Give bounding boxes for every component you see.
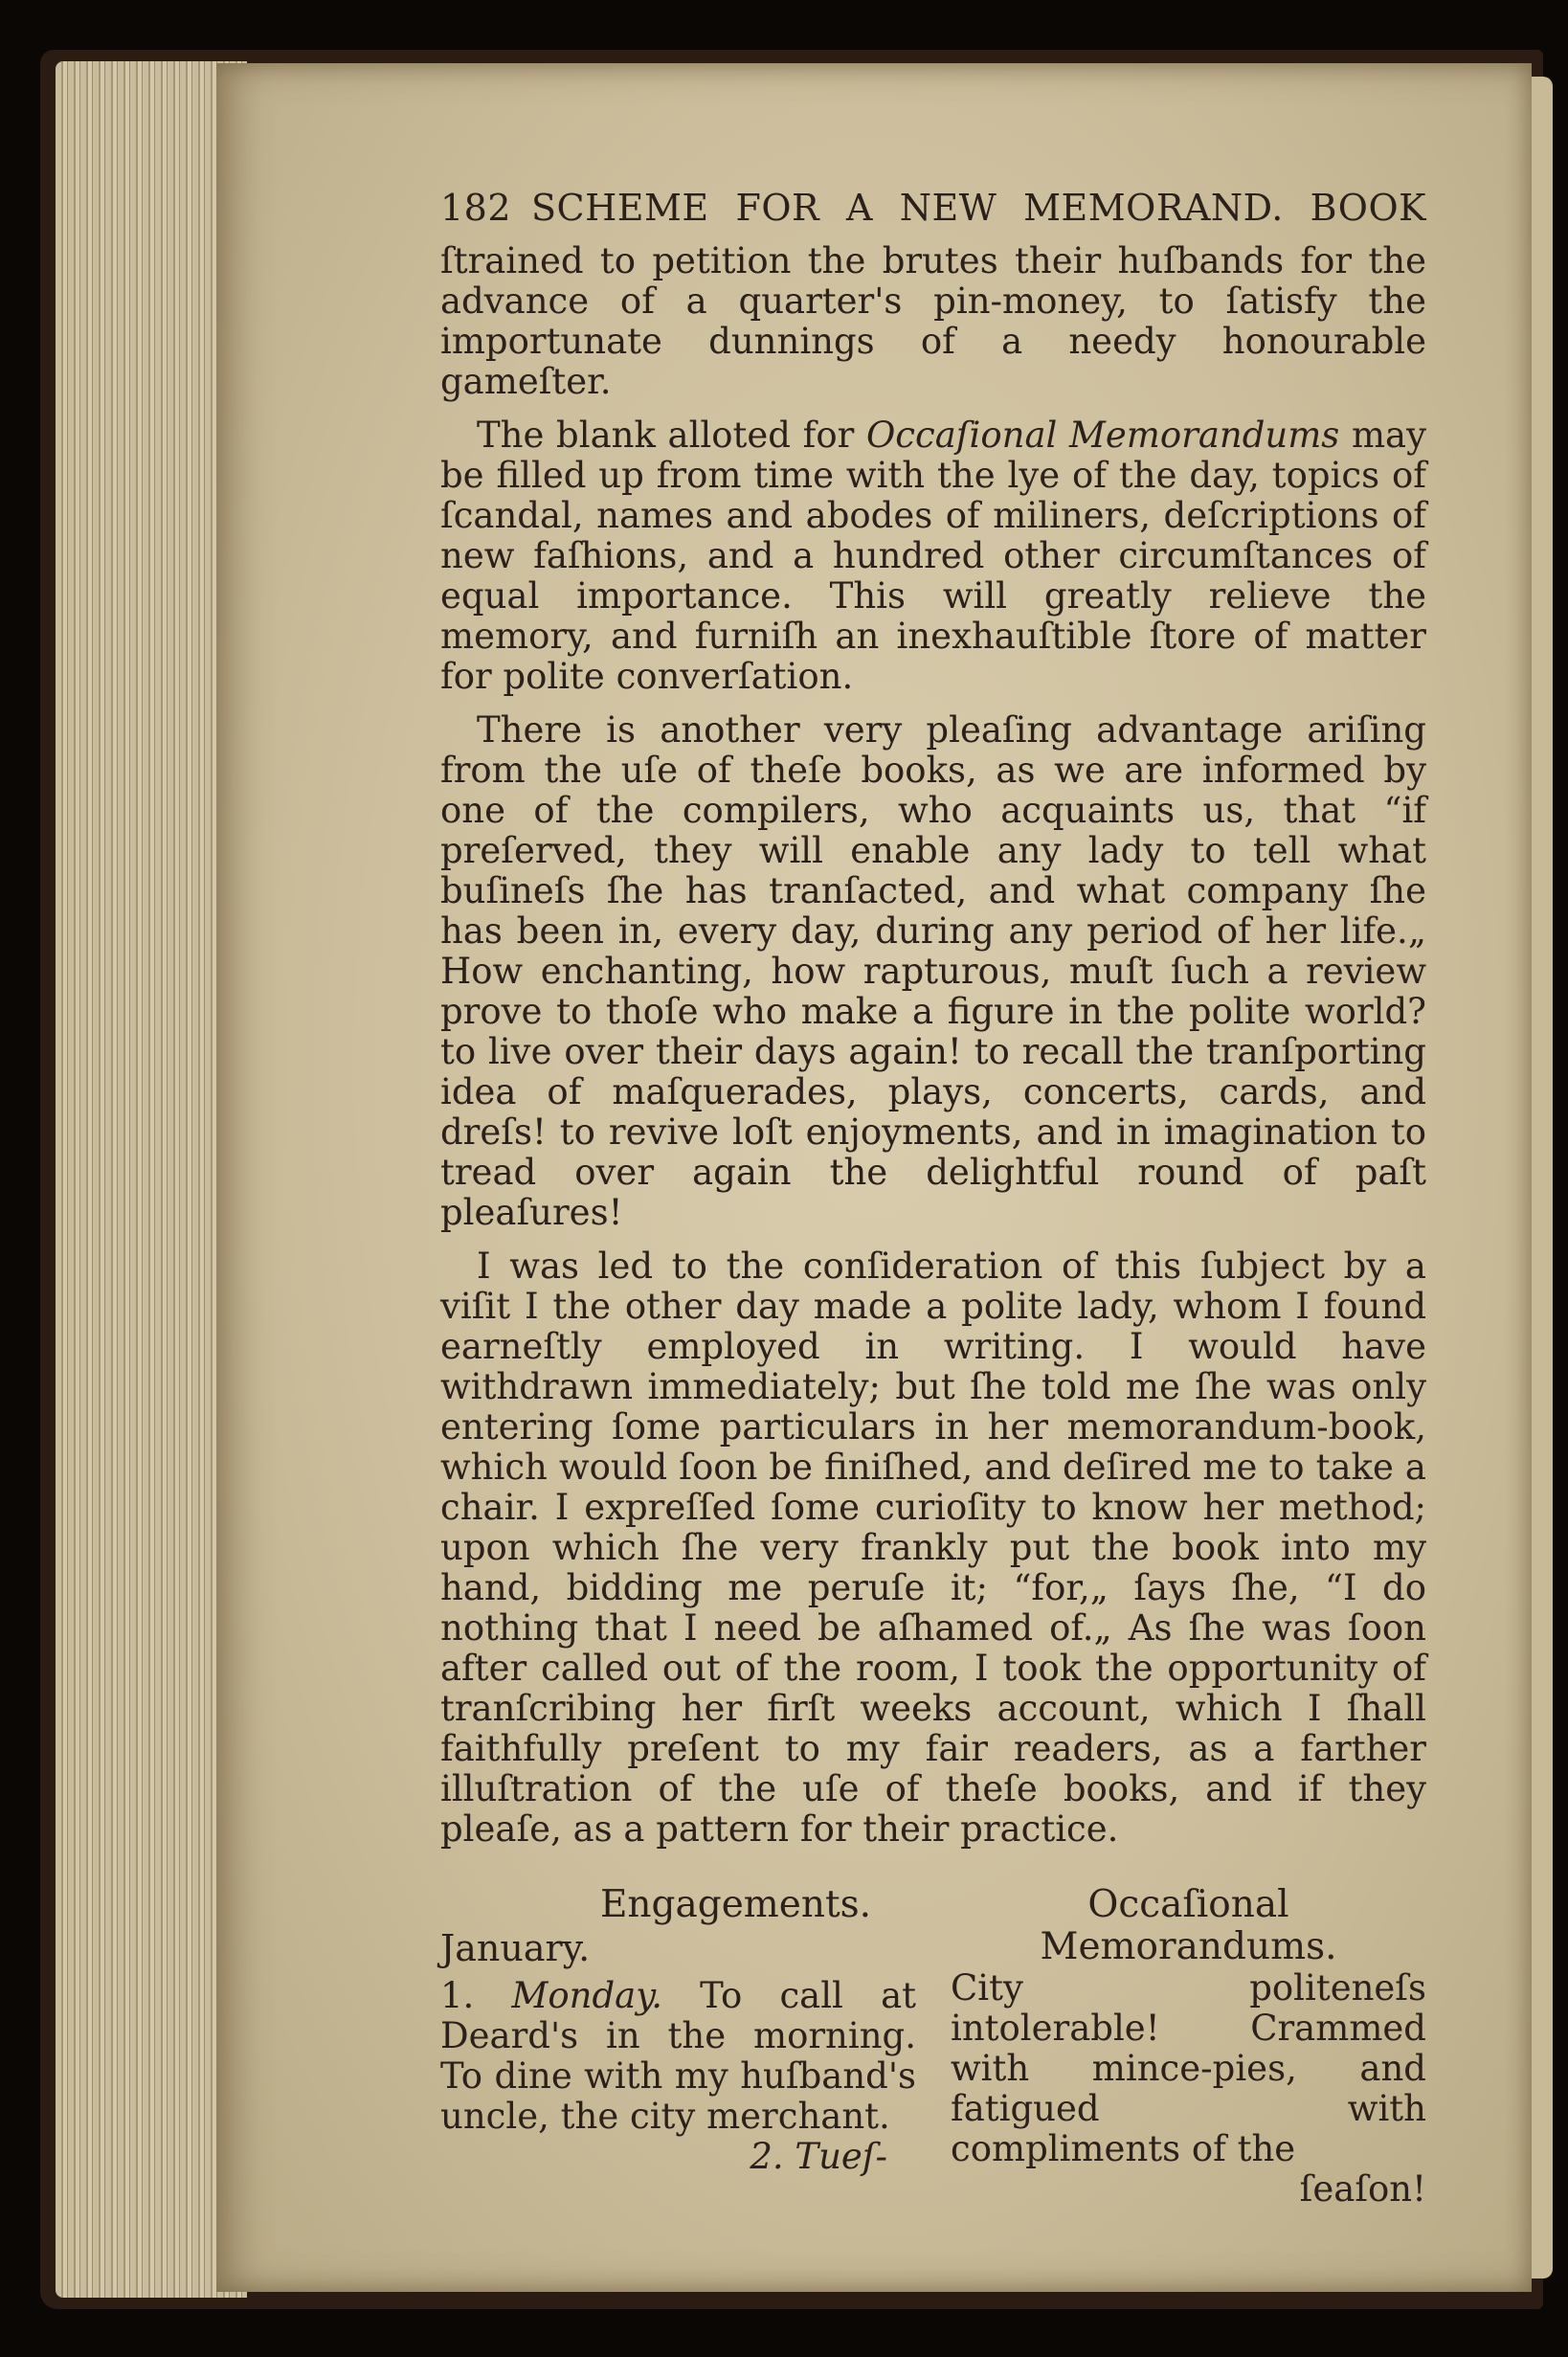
paragraph-2-italic: Occaſional Memorandums bbox=[865, 415, 1340, 456]
running-title: SCHEME FOR A NEW MEMORAND. BOOK bbox=[531, 187, 1426, 229]
catchword: 2. Tueſ- bbox=[750, 2136, 887, 2177]
paragraph-3: There is another very pleaſing advantage ariſing from the uſe of theſe books, as we are informed by one of the compilers, who acquaints us, that “if preſerved, they will enable any lady to tell what buſineſs ſhe has tranſacted, and what company ſhe has been in, every day, during any period of her life.„ How enchanting, how rapturous, muſt ſuch a review prove to thoſe who make a figure in the polite world? to live over their days again! to recall the tranſporting idea of maſquerades, plays, concerts, cards, and dreſs! to revive loſt enjoyments, and in imagination to tread over again the delightful round of paſt pleaſures! bbox=[440, 709, 1426, 1233]
running-head bbox=[440, 188, 1426, 228]
engagement-entry bbox=[440, 1976, 916, 2137]
paragraph-2 bbox=[440, 415, 1426, 697]
month-label: January. bbox=[440, 1927, 591, 1969]
memorandum-tail: ſeaſon! bbox=[1299, 2168, 1426, 2210]
paragraph-2-start: The blank alloted for bbox=[477, 415, 866, 456]
page-text bbox=[440, 188, 1426, 2210]
paragraph-1: ſtrained to petition the brutes their huſbands for the advance of a quarter's pin-money, to ſatisfy the importunate dunnings of a needy honourable gameſter. bbox=[440, 240, 1426, 402]
memorandums-heading: Occaſional Memorandums. bbox=[1040, 1883, 1337, 1968]
paragraph-2-end: may be filled up from time with the lye of the day, topics of ſcandal, names and abodes of miliners, deſcriptions of new faſhions, and a hundred other circumſtances of equal importance. This will greatly relieve the memory, and furniſh an inexhauſtible ſtore of matter for polite converſation. bbox=[440, 415, 1426, 697]
page-number: 182 bbox=[440, 187, 512, 229]
memorandum-entry: City politeneſs intolerable! Crammed with mince-pies, and fatigued with compliments of the bbox=[951, 1967, 1426, 2169]
engagements-heading: Engagements. bbox=[599, 1883, 872, 1926]
facing-page-edge bbox=[1532, 77, 1553, 2278]
engagements-column bbox=[440, 1884, 916, 2210]
entry-number: 1. bbox=[440, 1975, 475, 2016]
memorandums-column bbox=[951, 1884, 1426, 2210]
memorandum-columns bbox=[440, 1884, 1426, 2210]
entry-text: To call at Deard's in the morning. To dine with my huſband's uncle, the city merchant. bbox=[440, 1975, 916, 2137]
paragraph-4: I was led to the conſideration of this ſubject by a viſit I the other day made a polite lady, whom I found earneſtly employed in writing. I would have withdrawn immediately; but ſhe told me ſhe was only entering ſome particulars in her memorandum-book, which would ſoon be finiſhed, and deſired me to take a chair. I expreſſed ſome curioſity to know her method; upon which ſhe very frankly put the book into my hand, bidding me peruſe it; “for,„ ſays ſhe, “I do nothing that I need be aſhamed of.„ As ſhe was ſoon after called out of the room, I took the opportunity of tranſcribing her firſt weeks account, which I ſhall faithfully preſent to my fair readers, as a farther illuſtration of the uſe of theſe books, and if they pleaſe, as a pattern for their practice. bbox=[440, 1246, 1426, 1850]
entry-day: Monday. bbox=[511, 1975, 662, 2016]
